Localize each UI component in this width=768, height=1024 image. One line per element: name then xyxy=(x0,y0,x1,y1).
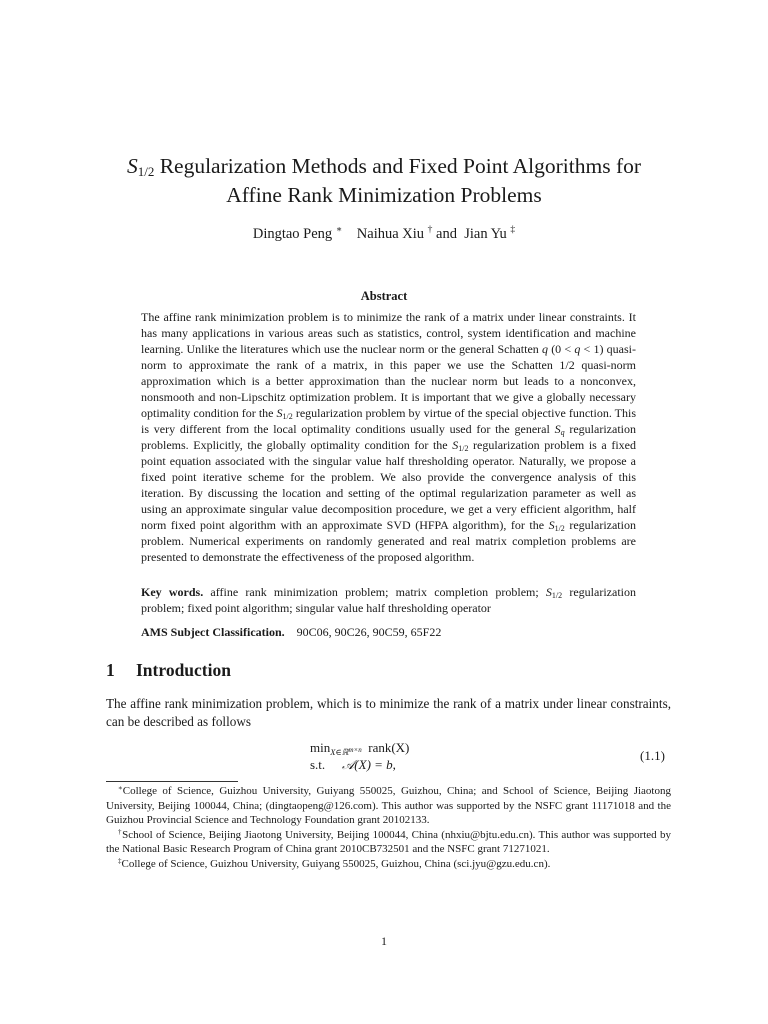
keywords-math: S xyxy=(545,585,552,599)
abstract-math-subscript: 1/2 xyxy=(282,412,293,421)
equation-min-superscript: m×n xyxy=(348,746,362,754)
intro-paragraph: The affine rank minimization problem, which is to minimize the rank of a matrix under linear constraints, can be described as follows xyxy=(106,696,671,729)
section-title: Introduction xyxy=(136,660,231,680)
keywords-paragraph xyxy=(141,584,636,616)
equation-min-subscript: X∈ℝ xyxy=(330,747,349,757)
footnote-1 xyxy=(106,784,671,828)
page-number: 1 xyxy=(381,934,387,948)
paper-title xyxy=(84,152,684,210)
abstract-math-subscript: 1/2 xyxy=(458,444,469,453)
keywords-text: regularization problem; fixed point algorithm; singular value half thresholding operator xyxy=(141,585,636,615)
footnote-2-mark: † xyxy=(118,827,123,836)
footnote-2 xyxy=(106,828,671,857)
abstract-body xyxy=(141,309,636,565)
abstract-text: < 1) quasi-norm to approximate the rank of a matrix, in this paper we use the Schatten 1/2 quasi-norm approximation which is a better approximation than the nuclear norm but leads to a nonconvex, nonsmooth and non-Lipschitz optimization problem. It is important that we give a globally necessary optimality condition for the xyxy=(141,342,637,420)
equation-row-objective xyxy=(310,739,409,756)
ams-classification xyxy=(141,624,636,640)
abstract-math: S xyxy=(276,406,283,420)
ams-label: AMS Subject Classification. xyxy=(141,625,285,639)
keywords-label: Key words. xyxy=(141,585,204,599)
abstract-math-subscript: q xyxy=(560,428,565,437)
footnote-1-text: College of Science, Guizhou University, Guiyang 550025, Guizhou, China; and School of Science, Beijing Jiaotong University, Beijing 100044, China; (dingtaopeng@126.com). This author was supported by the NSFC grant 11171018 and the Guizhou Provincial Science and Technology Foundation grant 20102133. xyxy=(106,785,671,826)
title-line-1 xyxy=(84,152,684,181)
equation-constraint: 𝒜(X) = b, xyxy=(342,757,396,772)
abstract-math: S xyxy=(554,422,561,436)
section-number: 1 xyxy=(106,660,115,680)
abstract-text: regularization problem by virtue of the special objective function. This is very different from the local optimality conditions usually used for the general xyxy=(141,406,636,436)
abstract-math: q xyxy=(542,342,548,356)
equation-min: min xyxy=(310,740,331,755)
footnote-3-text: College of Science, Guizhou University, Guiyang 550025, Guizhou, China (sci.jyu@gzu.edu.cn). xyxy=(121,857,551,870)
abstract-heading: Abstract xyxy=(360,289,408,303)
equation-st: s.t. xyxy=(310,757,326,772)
keywords-text: affine rank minimization problem; matrix completion problem; xyxy=(203,585,546,599)
abstract-math: S xyxy=(548,518,555,532)
abstract-math: q xyxy=(574,342,581,356)
title-symbol-subscript: 1/2 xyxy=(137,164,155,179)
abstract-math-subscript: 1/2 xyxy=(554,524,565,533)
equation-row-constraint xyxy=(310,756,409,773)
equation-number: (1.1) xyxy=(640,748,665,763)
author-3-mark: ‡ xyxy=(510,225,516,235)
author-1: Dingtao Peng xyxy=(252,226,333,242)
footnote-2-text: School of Science, Beijing Jiaotong University, Beijing 100044, China (nhxiu@bjtu.edu.cn). This author was supported by the National Basic Research Program of China grant 2010CB732501 and the NSFC grant 71271021. xyxy=(106,828,672,855)
author-1-mark: ∗ xyxy=(335,225,343,235)
footnote-1-mark: ∗ xyxy=(118,784,123,792)
equation-objective: rank(X) xyxy=(368,740,410,755)
abstract-text: (0 < xyxy=(548,342,575,356)
abstract-text: The affine rank minimization problem is to minimize the rank of a matrix under linear constraints. It has many applications in various areas such as statistics, control, system identification and machine learning. Unlike the literatures which use the nuclear norm or the general Schatten xyxy=(141,310,636,356)
ams-codes: 90C06, 90C26, 90C59, 65F22 xyxy=(296,625,442,639)
footnote-3 xyxy=(106,857,671,872)
author-list xyxy=(84,224,684,244)
footnotes xyxy=(106,784,671,871)
abstract-text: regularization problem. Numerical experiments on randomly generated and real matrix completion problems are presented to demonstrate the effectiveness of the proposed algorithm. xyxy=(141,518,636,564)
author-2-mark: † xyxy=(427,225,433,235)
author-3: Jian Yu xyxy=(464,226,507,242)
abstract-math: S xyxy=(452,438,459,452)
author-conjunction: and xyxy=(436,226,457,242)
title-line-2: Affine Rank Minimization Problems xyxy=(226,183,542,207)
abstract-text: regularization problem is a fixed point equation associated with the singular value half thresholding operator. Naturally, we propose a fixed point iterative scheme for the problem. We also provide the convergence analysis of this iteration. By discussing the location and setting of the optimal regularization parameter as well as using an approximate singular value decomposition procedure, we get a very efficient algorithm, half norm fixed point algorithm with an approximate SVD (HFPA algorithm), for the xyxy=(141,438,637,532)
abstract-text: regularization problems. Explicitly, the globally optimality condition for the xyxy=(141,422,636,452)
keywords-math-subscript: 1/2 xyxy=(551,591,563,600)
footnote-3-mark: ‡ xyxy=(118,856,122,865)
footnote-rule xyxy=(106,781,238,782)
section-heading xyxy=(106,660,231,681)
author-2: Naihua Xiu xyxy=(356,226,425,242)
title-symbol: S xyxy=(126,154,138,178)
equation-1-1 xyxy=(310,739,409,773)
title-line-1-text: Regularization Methods and Fixed Point Algorithms for xyxy=(154,154,642,178)
